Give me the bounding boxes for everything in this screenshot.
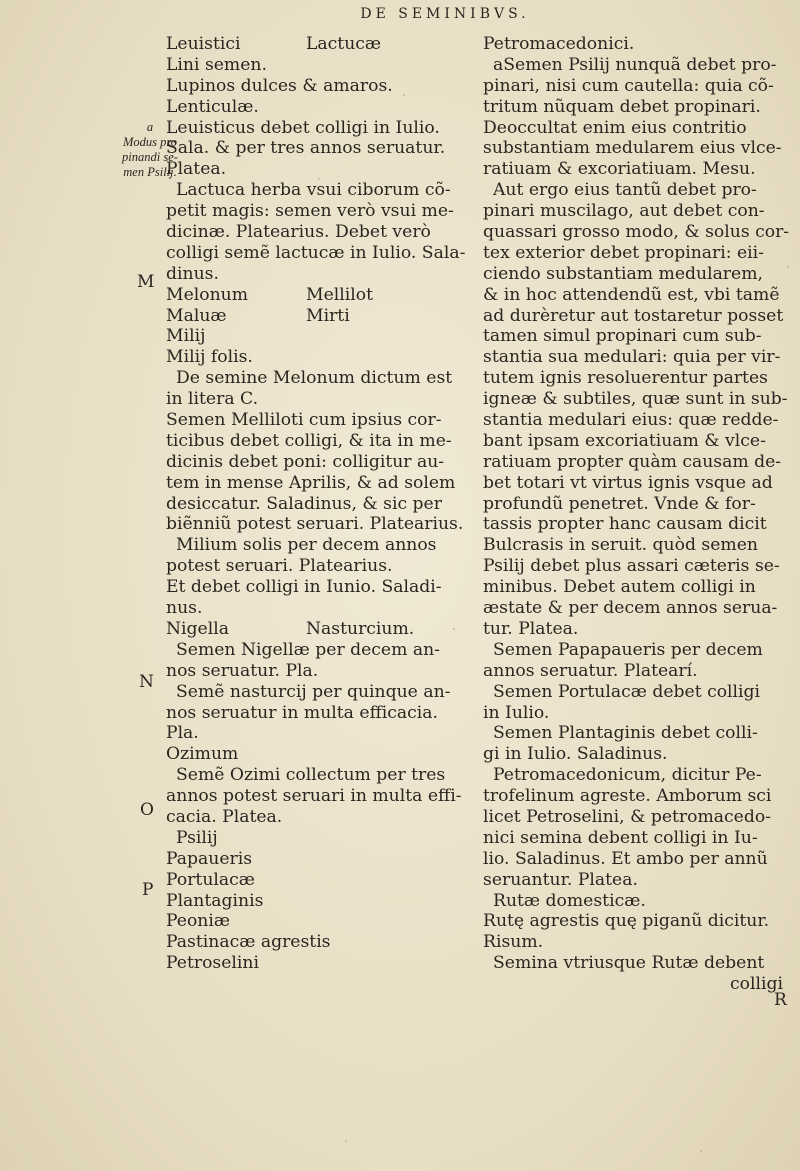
left-entry-pair [166, 306, 466, 327]
right-text-line: ciendo substantiam medularem, [483, 263, 763, 284]
right-text-line: seruantur. Platea. [483, 869, 638, 890]
left-text-line: desiccatur. Saladinus, & sic per [166, 493, 442, 514]
entry-word: Mellilot [306, 284, 374, 305]
entry-word: Melonum [166, 284, 249, 305]
entry-word: Leuistici [166, 34, 241, 54]
left-text-line: Pastinacæ agrestis [166, 932, 331, 953]
right-text-line: Psilij debet plus assari cæteris se- [483, 556, 780, 577]
side-letter-m: M [137, 272, 155, 292]
right-text-line: colligi [730, 974, 783, 995]
right-text-line: Petromacedonicum, dicitur Pe- [493, 765, 762, 786]
left-text-line: Lupinos dulces & amaros. [166, 75, 393, 96]
marginal-note-line-3: men Psilij. [123, 165, 177, 179]
side-letter-o: O [140, 800, 154, 820]
right-text-line: annos seruatur. Platearí. [483, 660, 698, 681]
paper-speck [403, 94, 405, 96]
side-letter-r: R [774, 990, 787, 1010]
right-text-line: Semen Portulacæ debet colligi [493, 681, 761, 702]
right-text-line: ad durèretur aut tostaretur posset [483, 305, 784, 326]
right-text-line: pinari muscilago, aut debet con- [483, 201, 765, 222]
right-text-line: in Iulio. [483, 702, 550, 723]
right-text-line: Semen Papapaueris per decem [493, 639, 763, 660]
right-text-line: quassari grosso modo, & solus cor- [483, 222, 790, 243]
right-text-line: tritum nũquam debet propinari. [483, 96, 761, 117]
right-text-line: licet Petroselini, & petromacedo- [483, 806, 771, 827]
right-text-line: tex exterior debet propinari: eii- [483, 242, 764, 263]
entry-word: Nigella [166, 618, 229, 639]
left-text-line: Semen Melliloti cum ipsius cor- [166, 410, 442, 431]
left-text-line: Semẽ nasturcij per quinque an- [176, 681, 451, 702]
right-text-line: æstate & per decem annos serua- [483, 598, 778, 619]
side-letter-p: P [142, 880, 154, 900]
left-text-line: Milij folis. [166, 347, 253, 368]
right-text-line: tassis propter hanc causam dicit [483, 514, 767, 535]
left-text-line: Lini semen. [166, 54, 267, 75]
paper-speck [318, 178, 320, 180]
left-text-line: colligi semẽ lactucæ in Iulio. Sala- [166, 242, 466, 263]
right-text-line: lio. Saladinus. Et ambo per annũ [483, 848, 768, 869]
left-text-line: dinus. [166, 263, 219, 284]
left-text-line: nos seruatur. Pla. [166, 660, 319, 681]
left-text-line: ticibus debet colligi, & ita in me- [166, 430, 452, 451]
left-text-line: cacia. Platea. [166, 806, 283, 827]
left-text-line: Milium solis per decem annos [176, 535, 437, 556]
right-text-line: Deoccultat enim eius contritio [483, 117, 747, 138]
left-text-line: Leuisticus debet colligi in Iulio. [166, 117, 440, 138]
right-text-line: bet totari vt virtus ignis vsque ad [483, 472, 773, 493]
right-text-line: tutem ignis resoluerentur partes [483, 368, 768, 389]
left-text-line: Papaueris [166, 848, 253, 869]
left-column [166, 34, 466, 974]
entry-word: Mirti [306, 305, 350, 326]
left-text-line: Portulacæ [166, 869, 255, 890]
side-letter-n: N [139, 672, 154, 692]
left-entry-pair [166, 619, 466, 640]
right-column [483, 34, 790, 995]
left-text-line: Et debet colligi in Iunio. Saladi- [166, 577, 442, 598]
right-text-line: Rutę agrestis quę piganũ dicitur. [483, 911, 770, 932]
left-text-line: in litera C. [166, 389, 259, 410]
right-text-line: & in hoc attendendũ est, vbi tamẽ [483, 284, 780, 305]
entry-word: Nasturcium. [306, 618, 415, 639]
left-text-line: Platea. [166, 159, 227, 180]
entry-word: Maluæ [166, 305, 227, 326]
right-text-line: gi in Iulio. Saladinus. [483, 744, 668, 765]
paper-speck [700, 1150, 702, 1152]
right-text-line: Rutæ domesticæ. [493, 890, 646, 911]
left-entry-pair [166, 34, 466, 55]
marginal-note-line-1: Modus pro [122, 135, 178, 149]
left-text-line: dicinæ. Platearius. Debet verò [166, 222, 431, 243]
left-text-line: Sala. & per tres annos seruatur. [166, 138, 446, 159]
right-text-line: igneæ & subtiles, quæ sunt in sub- [483, 389, 788, 410]
right-text-line: nici semina debent colligi in Iu- [483, 827, 758, 848]
left-text-line: Plantaginis [166, 890, 264, 911]
right-text-line: bant ipsam excoriatiuam & vlce- [483, 430, 766, 451]
right-text-line: tur. Platea. [483, 618, 579, 639]
left-text-line: tem in mense Aprilis, & ad solem [166, 472, 456, 493]
right-text-line: Petromacedonici. [483, 34, 635, 54]
right-text-line: Risum. [483, 932, 544, 953]
right-text-line: tamen simul propinari cum sub- [483, 326, 762, 347]
paper-speck [345, 1140, 347, 1142]
left-text-line: biẽnniũ potest seruari. Platearius. [166, 514, 464, 535]
right-text-line: stantia sua medulari: quia per vir- [483, 347, 781, 368]
left-text-line: annos potest seruari in multa effi- [166, 786, 462, 807]
left-text-line: Ozimum [166, 744, 239, 765]
left-text-line: nus. [166, 598, 203, 619]
left-text-line: De semine Melonum dictum est [176, 368, 453, 389]
left-text-line: Petroselini [166, 953, 259, 974]
right-text-line: Aut ergo eius tantũ debet pro- [493, 180, 757, 201]
right-text-line: ratiuam & excoriatiuam. Mesu. [483, 159, 756, 180]
left-text-line: Milij [166, 326, 206, 347]
right-text-line: aSemen Psilij nunquã debet pro- [493, 54, 777, 75]
right-text-line: profundũ penetret. Vnde & for- [483, 493, 756, 514]
entry-word: Lactucæ [306, 34, 382, 54]
left-text-line: nos seruatur in multa efficacia. [166, 702, 438, 723]
right-text-line: substantiam medularem eius vlce- [483, 138, 782, 159]
marginal-note-mark: a [146, 120, 154, 134]
left-text-line: Pla. [166, 723, 199, 744]
right-text-line: ratiuam propter quàm causam de- [483, 451, 782, 472]
left-entry-pair [166, 285, 466, 306]
right-text-line: trofelinum agreste. Amborum sci [483, 786, 772, 807]
running-head: DE SEMINIBVS. [360, 6, 530, 22]
left-text-line: dicinis debet poni: colligitur au- [166, 451, 445, 472]
right-text-line: Semina vtriusque Rutæ debent [493, 953, 765, 974]
right-text-line: Bulcrasis in seruit. quòd semen [483, 535, 758, 556]
left-text-line: Semẽ Ozimi collectum per tres [176, 765, 446, 786]
paper-speck [787, 266, 789, 268]
paper-speck [453, 628, 455, 630]
left-text-line: petit magis: semen verò vsui me- [166, 201, 454, 222]
right-text-line: pinari, nisi cum cautella: quia cõ- [483, 75, 774, 96]
left-text-line: Peoniæ [166, 911, 231, 932]
left-text-line: Lenticulæ. [166, 96, 259, 117]
left-text-line: Psilij [176, 827, 218, 848]
left-text-line: Lactuca herba vsui ciborum cõ- [176, 180, 451, 201]
left-text-line: potest seruari. Platearius. [166, 556, 393, 577]
right-text-line: minibus. Debet autem colligi in [483, 577, 756, 598]
right-text-line: Semen Plantaginis debet colli- [493, 723, 758, 744]
right-text-line: stantia medulari eius: quæ redde- [483, 410, 779, 431]
marginal-note-line-2: pinandi se- [122, 150, 178, 164]
left-text-line: Semen Nigellæ per decem an- [176, 639, 440, 660]
